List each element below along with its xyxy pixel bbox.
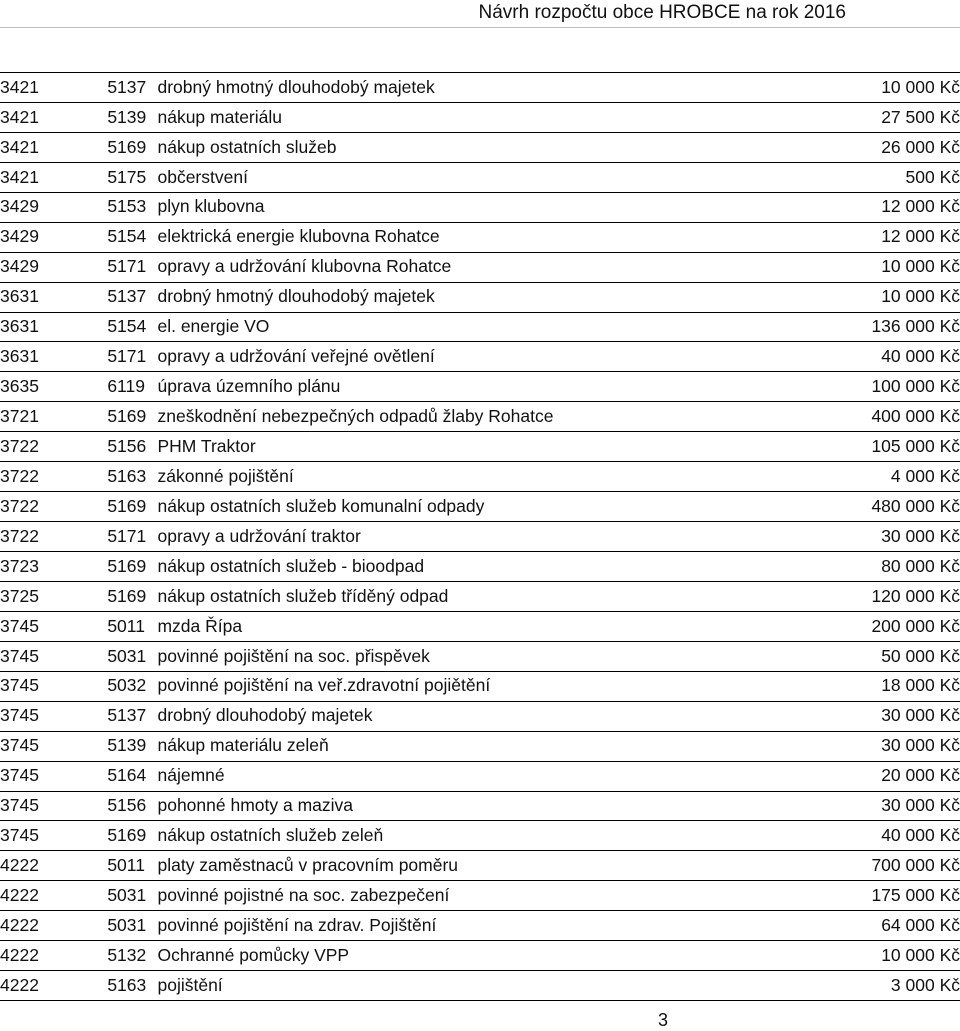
amount-cell: 30 000 Kč	[799, 791, 960, 821]
amount-cell: 105 000 Kč	[799, 432, 960, 462]
item-code-cell: 6119	[107, 372, 157, 402]
item-code-cell: 5171	[107, 522, 157, 552]
item-code-cell: 5137	[107, 282, 157, 312]
description-cell: úprava územního plánu	[157, 372, 799, 402]
table-row	[0, 791, 960, 821]
amount-cell: 40 000 Kč	[799, 342, 960, 372]
paragraph-code-cell: 3722	[0, 432, 107, 462]
description-cell: nákup ostatních služeb - bioodpad	[157, 552, 799, 582]
budget-table-body	[0, 73, 960, 1001]
paragraph-code-cell: 4222	[0, 911, 107, 941]
item-code-cell: 5164	[107, 761, 157, 791]
amount-cell: 136 000 Kč	[799, 312, 960, 342]
table-row	[0, 851, 960, 881]
amount-cell: 10 000 Kč	[799, 282, 960, 312]
table-row	[0, 162, 960, 192]
amount-cell: 400 000 Kč	[799, 402, 960, 432]
table-row	[0, 492, 960, 522]
header-divider	[0, 27, 960, 28]
paragraph-code-cell: 3429	[0, 222, 107, 252]
paragraph-code-cell: 4222	[0, 941, 107, 971]
item-code-cell: 5154	[107, 222, 157, 252]
description-cell: drobný hmotný dlouhodobý majetek	[157, 282, 799, 312]
amount-cell: 4 000 Kč	[799, 462, 960, 492]
amount-cell: 30 000 Kč	[799, 731, 960, 761]
amount-cell: 50 000 Kč	[799, 641, 960, 671]
paragraph-code-cell: 3429	[0, 252, 107, 282]
item-code-cell: 5139	[107, 731, 157, 761]
item-code-cell: 5163	[107, 971, 157, 1001]
item-code-cell: 5031	[107, 911, 157, 941]
paragraph-code-cell: 3421	[0, 132, 107, 162]
description-cell: drobný hmotný dlouhodobý majetek	[157, 73, 799, 103]
description-cell: plyn klubovna	[157, 192, 799, 222]
description-cell: nákup ostatních služeb tříděný odpad	[157, 581, 799, 611]
table-row	[0, 312, 960, 342]
paragraph-code-cell: 4222	[0, 881, 107, 911]
item-code-cell: 5031	[107, 881, 157, 911]
item-code-cell: 5169	[107, 402, 157, 432]
amount-cell: 20 000 Kč	[799, 761, 960, 791]
description-cell: povinné pojistné na soc. zabezpečení	[157, 881, 799, 911]
paragraph-code-cell: 3745	[0, 671, 107, 701]
item-code-cell: 5169	[107, 132, 157, 162]
paragraph-code-cell: 3635	[0, 372, 107, 402]
paragraph-code-cell: 3631	[0, 342, 107, 372]
amount-cell: 12 000 Kč	[799, 222, 960, 252]
description-cell: PHM Traktor	[157, 432, 799, 462]
amount-cell: 40 000 Kč	[799, 821, 960, 851]
item-code-cell: 5169	[107, 492, 157, 522]
item-code-cell: 5154	[107, 312, 157, 342]
amount-cell: 10 000 Kč	[799, 73, 960, 103]
item-code-cell: 5031	[107, 641, 157, 671]
table-row	[0, 941, 960, 971]
document-title: Návrh rozpočtu obce HROBCE na rok 2016	[478, 2, 846, 23]
description-cell: platy zaměstnaců v pracovním poměru	[157, 851, 799, 881]
description-cell: elektrická energie klubovna Rohatce	[157, 222, 799, 252]
description-cell: mzda Řípa	[157, 611, 799, 641]
description-cell: opravy a udržování klubovna Rohatce	[157, 252, 799, 282]
amount-cell: 27 500 Kč	[799, 102, 960, 132]
paragraph-code-cell: 3745	[0, 821, 107, 851]
item-code-cell: 5132	[107, 941, 157, 971]
table-row	[0, 581, 960, 611]
paragraph-code-cell: 3745	[0, 791, 107, 821]
table-row	[0, 132, 960, 162]
amount-cell: 12 000 Kč	[799, 192, 960, 222]
description-cell: nákup ostatních služeb	[157, 132, 799, 162]
description-cell: nákup ostatních služeb komunalní odpady	[157, 492, 799, 522]
description-cell: povinné pojištění na zdrav. Pojištění	[157, 911, 799, 941]
table-row	[0, 252, 960, 282]
budget-table	[0, 72, 960, 1001]
paragraph-code-cell: 3745	[0, 611, 107, 641]
table-row	[0, 671, 960, 701]
amount-cell: 3 000 Kč	[799, 971, 960, 1001]
amount-cell: 500 Kč	[799, 162, 960, 192]
paragraph-code-cell: 3722	[0, 462, 107, 492]
paragraph-code-cell: 3429	[0, 192, 107, 222]
amount-cell: 200 000 Kč	[799, 611, 960, 641]
description-cell: drobný dlouhodobý majetek	[157, 701, 799, 731]
item-code-cell: 5137	[107, 73, 157, 103]
item-code-cell: 5139	[107, 102, 157, 132]
item-code-cell: 5156	[107, 432, 157, 462]
description-cell: povinné pojištění na veř.zdravotní pojiětění	[157, 671, 799, 701]
amount-cell: 18 000 Kč	[799, 671, 960, 701]
table-row	[0, 222, 960, 252]
table-row	[0, 821, 960, 851]
amount-cell: 64 000 Kč	[799, 911, 960, 941]
table-row	[0, 342, 960, 372]
paragraph-code-cell: 3631	[0, 312, 107, 342]
item-code-cell: 5169	[107, 552, 157, 582]
table-row	[0, 552, 960, 582]
description-cell: opravy a udržování traktor	[157, 522, 799, 552]
paragraph-code-cell: 3745	[0, 701, 107, 731]
paragraph-code-cell: 3631	[0, 282, 107, 312]
description-cell: pohonné hmoty a maziva	[157, 791, 799, 821]
paragraph-code-cell: 3721	[0, 402, 107, 432]
table-row	[0, 372, 960, 402]
paragraph-code-cell: 3725	[0, 581, 107, 611]
paragraph-code-cell: 3722	[0, 522, 107, 552]
description-cell: nákup materiálu zeleň	[157, 731, 799, 761]
amount-cell: 120 000 Kč	[799, 581, 960, 611]
item-code-cell: 5011	[107, 611, 157, 641]
page-number: 3	[658, 1010, 669, 1030]
paragraph-code-cell: 3421	[0, 73, 107, 103]
table-row	[0, 731, 960, 761]
paragraph-code-cell: 3421	[0, 162, 107, 192]
description-cell: zneškodnění nebezpečných odpadů žlaby Rohatce	[157, 402, 799, 432]
table-row	[0, 911, 960, 941]
description-cell: el. energie VO	[157, 312, 799, 342]
item-code-cell: 5171	[107, 342, 157, 372]
paragraph-code-cell: 3722	[0, 492, 107, 522]
amount-cell: 100 000 Kč	[799, 372, 960, 402]
table-row	[0, 402, 960, 432]
table-row	[0, 522, 960, 552]
item-code-cell: 5169	[107, 581, 157, 611]
item-code-cell: 5032	[107, 671, 157, 701]
amount-cell: 175 000 Kč	[799, 881, 960, 911]
table-row	[0, 102, 960, 132]
item-code-cell: 5169	[107, 821, 157, 851]
item-code-cell: 5137	[107, 701, 157, 731]
description-cell: občerstvení	[157, 162, 799, 192]
description-cell: povinné pojištění na soc. přispěvek	[157, 641, 799, 671]
description-cell: nákup ostatních služeb zeleň	[157, 821, 799, 851]
table-row	[0, 761, 960, 791]
paragraph-code-cell: 4222	[0, 851, 107, 881]
description-cell: Ochranné pomůcky VPP	[157, 941, 799, 971]
description-cell: zákonné pojištění	[157, 462, 799, 492]
amount-cell: 30 000 Kč	[799, 701, 960, 731]
paragraph-code-cell: 3745	[0, 641, 107, 671]
amount-cell: 480 000 Kč	[799, 492, 960, 522]
table-row	[0, 282, 960, 312]
description-cell: pojištění	[157, 971, 799, 1001]
table-row	[0, 73, 960, 103]
item-code-cell: 5163	[107, 462, 157, 492]
table-row	[0, 611, 960, 641]
table-row	[0, 971, 960, 1001]
table-row	[0, 701, 960, 731]
table-row	[0, 641, 960, 671]
paragraph-code-cell: 3745	[0, 761, 107, 791]
table-row	[0, 192, 960, 222]
table-row	[0, 432, 960, 462]
paragraph-code-cell: 3745	[0, 731, 107, 761]
table-row	[0, 462, 960, 492]
page-header	[0, 0, 960, 30]
amount-cell: 700 000 Kč	[799, 851, 960, 881]
item-code-cell: 5153	[107, 192, 157, 222]
table-row	[0, 881, 960, 911]
description-cell: opravy a udržování veřejné ovětlení	[157, 342, 799, 372]
paragraph-code-cell: 3421	[0, 102, 107, 132]
item-code-cell: 5156	[107, 791, 157, 821]
paragraph-code-cell: 3723	[0, 552, 107, 582]
item-code-cell: 5175	[107, 162, 157, 192]
description-cell: nájemné	[157, 761, 799, 791]
description-cell: nákup materiálu	[157, 102, 799, 132]
item-code-cell: 5011	[107, 851, 157, 881]
item-code-cell: 5171	[107, 252, 157, 282]
amount-cell: 10 000 Kč	[799, 252, 960, 282]
amount-cell: 26 000 Kč	[799, 132, 960, 162]
amount-cell: 80 000 Kč	[799, 552, 960, 582]
amount-cell: 30 000 Kč	[799, 522, 960, 552]
amount-cell: 10 000 Kč	[799, 941, 960, 971]
paragraph-code-cell: 4222	[0, 971, 107, 1001]
